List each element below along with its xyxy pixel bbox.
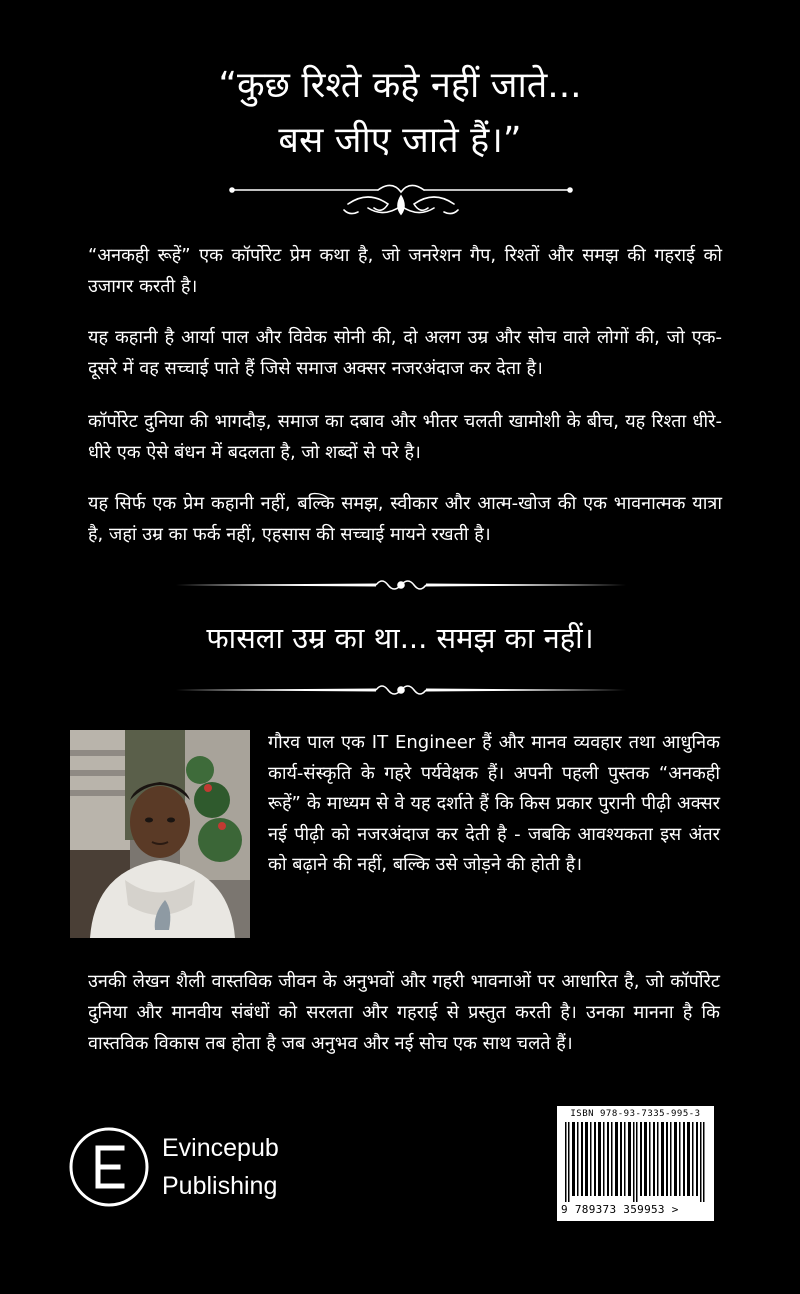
ornament-divider-middle	[176, 574, 626, 596]
author-bio: गौरव पाल एक IT Engineer हैं और मानव व्यवहार तथा आधुनिक कार्य-संस्कृति के गहरे पर्यवेक्षक हैं। अपनी पहली पुस्तक “अनकही रूहें” के माध्यम से वे यह दर्शाते हैं कि किस प्रकार पुरानी पीढ़ी अक्सर नई पीढ़ी को नजरअंदाज कर देती है - जबकि आवश्यकता इस अंतर को बढ़ाने की नहीं, बल्कि उसे जोड़ने की होती है।	[268, 732, 721, 875]
ornament-divider-top	[228, 178, 574, 222]
publisher-logo	[68, 1126, 150, 1208]
barcode-bars	[565, 1122, 706, 1202]
author-style-paragraph: उनकी लेखन शैली वास्तविक जीवन के अनुभवों और गहरी भावनाओं पर आधारित है, जो कॉर्पोरेट दुनिया और मानवीय संबंधों को सरलता और गहराई से प्रस्तुत करती है। उनका मानना है कि वास्तविक विकास तब होता है जब अनुभव और नई सोच एक साथ चलते हैं।	[88, 971, 720, 1054]
tagline: फासला उम्र का था... समझ का नहीं।	[206, 621, 594, 655]
isbn-barcode	[557, 1106, 714, 1221]
description-paragraph: यह कहानी है आर्या पाल और विवेक सोनी की, दो अलग उम्र और सोच वाले लोगों की, जो एक-दूसरे में वह सच्चाई पाते हैं जिसे समाज अक्सर नजरअंदाज कर देता है।	[88, 327, 722, 379]
quote-line-1: “कुछ रिश्ते कहे नहीं जाते...	[218, 65, 582, 106]
description-paragraph: कॉर्पोरेट दुनिया की भागदौड़, समाज का दबाव और भीतर चलती खामोशी के बीच, यह रिश्ता धीरे-धीरे एक ऐसे बंधन में बदलता है, जो शब्दों से परे है।	[88, 411, 722, 463]
isbn-label: ISBN 978-93-7335-995-3	[570, 1109, 701, 1119]
ornament-divider-lower	[176, 679, 626, 701]
publisher-name-line-2: Publishing	[162, 1172, 278, 1200]
publisher-name-line-1: Evincepub	[162, 1134, 279, 1162]
publisher-logo-icon	[68, 1126, 150, 1208]
description-paragraph: यह सिर्फ एक प्रेम कहानी नहीं, बल्कि समझ, स्वीकार और आत्म-खोज की एक भावनात्मक यात्रा है, जहां उम्र का फर्क नहीं, एहसास की सच्चाई मायने रखती है।	[88, 493, 722, 545]
quote-line-2: बस जीए जाते हैं।”	[278, 120, 522, 161]
description-paragraph: “अनकही रूहें” एक कॉर्पोरेट प्रेम कथा है, जो जनरेशन गैप, रिश्तों और समझ की गहराई को उजागर करती है।	[88, 245, 722, 297]
isbn-digits: 9 789373 359953 >	[561, 1203, 679, 1216]
author-photo	[70, 730, 250, 938]
